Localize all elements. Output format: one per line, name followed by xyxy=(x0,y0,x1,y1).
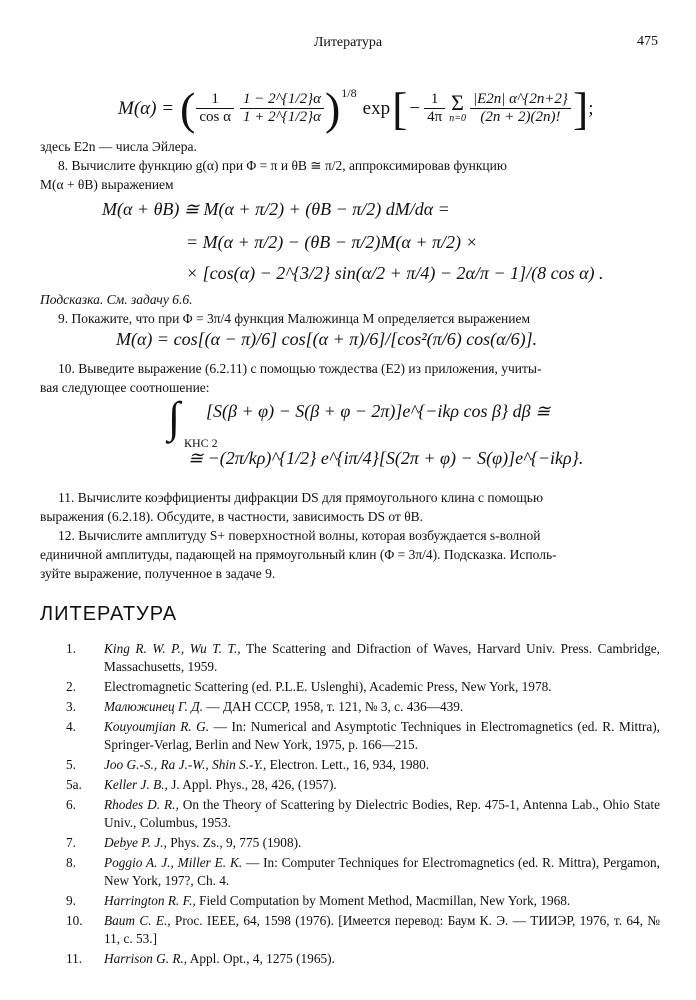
integral-contour: КНС 2 xyxy=(184,436,218,450)
eq1-frac-2: $\frac{1 - 2\^{}\{1/2\}\alpha}{1 + 2\^{}\{1/2\}\alpha}$ xyxy=(240,91,324,126)
eq1-frac-4: $\frac{|E2n| \alpha\^{}\{2n+2\}}{(2n + 2)(2n)!}$ xyxy=(470,91,571,126)
problem-11-text: 11. Вычислите коэффициенты дифракции DS для прямоугольного клина с помощью xyxy=(58,490,544,505)
problem-10-eq-line-2: ≅ −(2π/kρ)^{1/2} e^{iπ/4}[S(2π + φ) − S(φ)]e^{−ikρ}. xyxy=(188,448,584,468)
reference-item: 6. Rhodes D. R., On the Theory of Scattering by Dielectric Bodies, Rep. 475-1, Antenna Lab., Ohio State Univ., Columbus, 1953. xyxy=(66,797,660,830)
reference-item: 5. Joo G.-S., Ra J.-W., Shin S.-Y., Electron. Lett., 16, 934, 1980. xyxy=(66,757,430,772)
problem-10-text: 10. Выведите выражение (6.2.11) с помощью тождества (E2) из приложения, учиты- xyxy=(58,361,542,376)
integral-sign: ∫ xyxy=(168,393,181,442)
eq1-power: 1/8 xyxy=(341,86,357,100)
eq1-frac-3: $\frac{1}{4\pi}$ xyxy=(424,91,445,126)
problem-11-text-cont: выражения (6.2.18). Обсудите, в частности, зависимость DS от θB. xyxy=(40,509,424,524)
equation-malyuzhinets-series: M(α) = ( $\frac{1}{\text{cos α}}$ $\frac{1 - 2\^{}\{1/2\}\alpha}{1 + 2\^{}\{1/2\}\alpha}$ ) 1/8 exp [ − $\frac{1}{4\pi}$ Σ n=0 $\frac{|E2n| \alpha\^{}\{2n+2\}}{(2n + 2)(2n)!}$ ] ; xyxy=(118,83,594,134)
problem-8-eq-line-3: × [cos(α) − 2^{3/2} sin(α/2 + π/4) − 2α/π − 1]/(8 cos α) . xyxy=(186,263,604,283)
euler-note: здесь E2n — числа Эйлера. xyxy=(40,139,197,154)
problem-8-text-cont: M(α + θB) выражением xyxy=(40,177,174,192)
reference-item: 1. King R. W. P., Wu T. T., The Scattering and Difraction of Waves, Harvard Univ. Press. Cambridge, Massachusetts, 1959. xyxy=(66,641,660,674)
section-title: ЛИТЕРАТУРА xyxy=(40,603,178,625)
problem-8-eq-line-2: = M(α + π/2) − (θB − π/2)M(α + π/2) × xyxy=(186,232,478,252)
problem-9-equation: M(α) = cos[(α − π)/6] cos[(α + π)/6]/[cos²(π/6) cos(α/6)]. xyxy=(116,329,538,349)
reference-item: 5a. Keller J. B., J. Appl. Phys., 28, 426, (1957). xyxy=(66,777,337,792)
reference-item: 8. Poggio A. J., Miller E. K. — In: Computer Techniques for Electromagnetics (ed. R. Mittra), Pergamon, New York, 197?, Ch. 4. xyxy=(66,855,660,888)
problem-8-eq-line-1: M(α + θB) ≅ M(α + π/2) + (θB − π/2) dM/dα = xyxy=(102,199,450,219)
reference-item: 9. Harrington R. F., Field Computation by Moment Method, Macmillan, New York, 1968. xyxy=(66,893,571,908)
problem-9-text: 9. Покажите, что при Φ = 3π/4 функция Малюжинца M определяется выражением xyxy=(58,311,531,326)
eq1-sum: Σ n=0 xyxy=(449,90,466,124)
reference-item: 10. Baum C. E., Proc. IEEE, 64, 1598 (1976). [Имеется перевод: Баум К. Э. — ТИИЭР, 1976, т. 64, № 11, с. 53.] xyxy=(66,913,660,946)
problem-12-text-end: зуйте выражение, полученное в задаче 9. xyxy=(40,566,276,581)
problem-12-text-cont: единичной амплитуды, падающей на прямоугольный клин (Φ = 3π/4). Подсказка. Исполь- xyxy=(40,547,557,562)
reference-list xyxy=(40,640,660,970)
problem-8-text: 8. Вычислите функцию g(α) при Φ = π и θB ≅ π/2, аппроксимировав функцию xyxy=(58,158,507,173)
problem-10-text-cont: вая следующее соотношение: xyxy=(40,380,210,395)
running-header: Литература xyxy=(313,35,383,50)
reference-item: 3. Малюжинец Г. Д. — ДАН СССР, 1958, т. 121, № 3, с. 436—439. xyxy=(66,699,464,714)
reference-item: 11. Harrison G. R., Appl. Opt., 4, 1275 (1965). xyxy=(66,951,335,966)
eq1-frac-1: $\frac{1}{\text{cos α}}$ xyxy=(196,91,234,126)
reference-item: 4. Kouyoumjian R. G. — In: Numerical and Asymptotic Techniques in Electromagnetics (ed. R. Mittra), Springer-Verlag, Berlin and New York, 1975, p. 166—215. xyxy=(66,719,660,752)
eq1-exp: exp xyxy=(362,97,391,119)
reference-item: 7. Debye P. J., Phys. Zs., 9, 775 (1908). xyxy=(66,835,302,850)
eq1-lhs: M(α) = xyxy=(118,97,175,119)
problem-12-text: 12. Вычислите амплитуду S+ поверхностной волны, которая возбуждается s-волной xyxy=(58,528,541,543)
problem-10-eq-line-1: [S(β + φ) − S(β + φ − 2π)]e^{−ikρ cos β} dβ ≅ xyxy=(206,401,551,421)
hint-8: Подсказка. См. задачу 6.6. xyxy=(40,292,193,307)
page-number: 475 xyxy=(637,34,658,49)
reference-item: 2. Electromagnetic Scattering (ed. P.L.E. Uslenghi), Academic Press, New York, 1978. xyxy=(66,679,552,694)
